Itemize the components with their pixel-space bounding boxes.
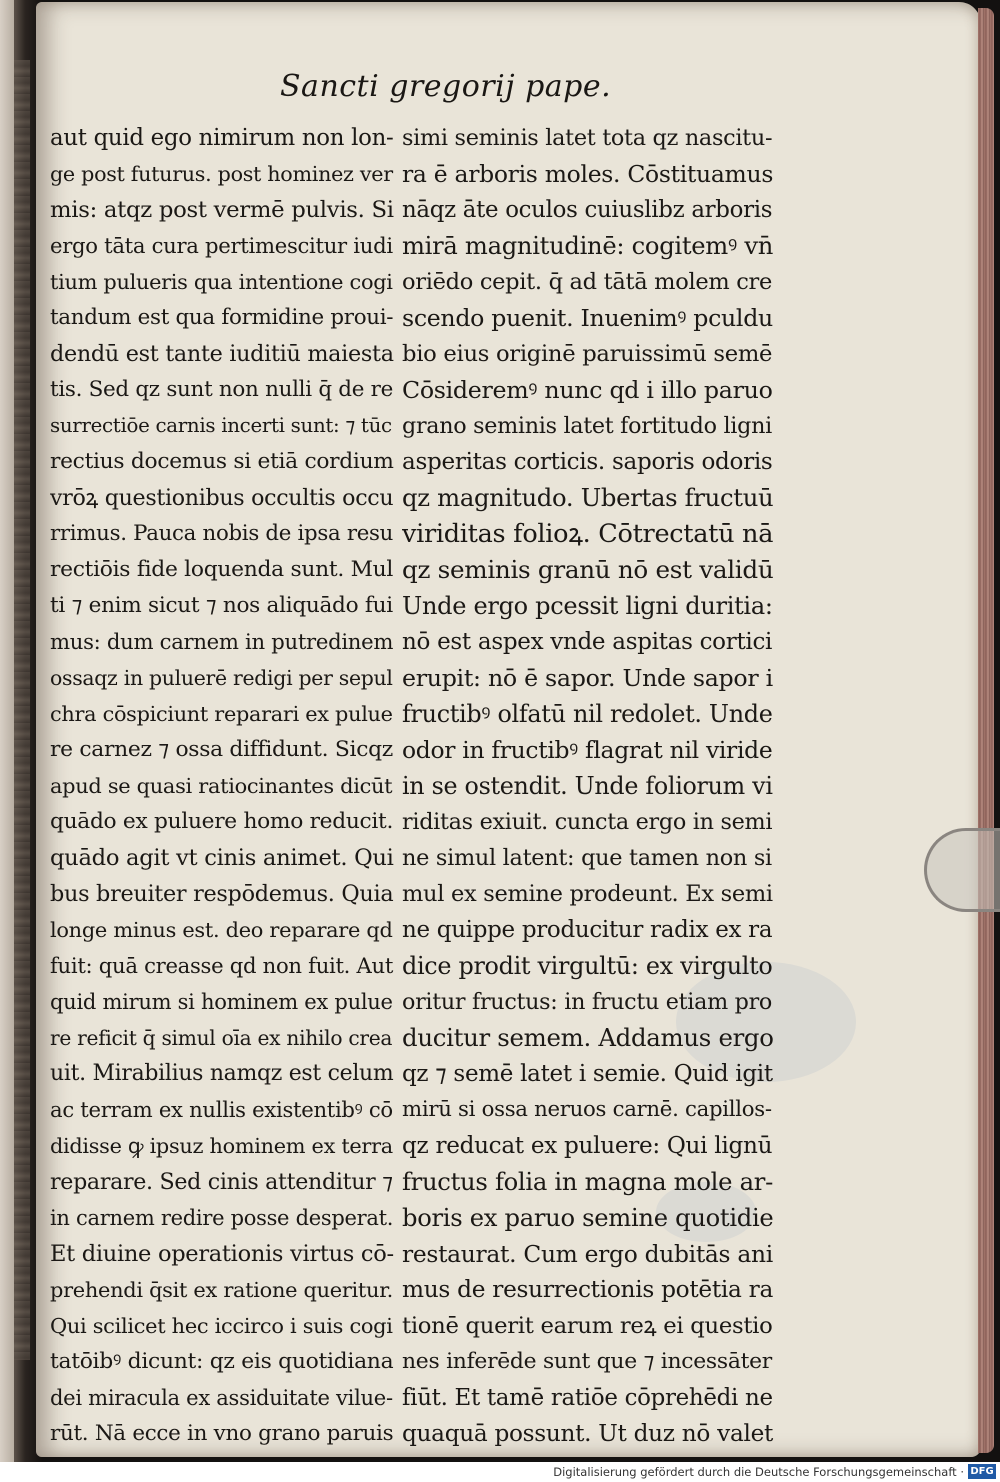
dfg-logo: DFG: [968, 1464, 996, 1479]
text-line: bio eius originē paruissimū semē: [402, 341, 773, 367]
text-line: viriditas folioꝝ. Cōtrectatū nā: [402, 519, 774, 549]
text-line: mus: dum carnem in putredinem: [50, 629, 394, 654]
text-line: grano seminis latet fortitudo ligni: [402, 413, 772, 439]
text-line: qz magnitudo. Ubertas fructuū: [402, 483, 774, 512]
text-line: ac terram ex nullis existentibꝰ cō: [50, 1097, 393, 1122]
text-line: fructus folia in magna mole ar-: [402, 1167, 773, 1196]
text-line: restaurat. Cum ergo dubitās ani: [402, 1240, 773, 1268]
text-line: erupit: nō ē sapor. Unde sapor i: [402, 664, 773, 692]
text-line: ti ⁊ enim sicut ⁊ nos aliquādo fui: [50, 593, 393, 618]
text-line: rectiōis fide loquenda sunt. Mul: [50, 557, 394, 582]
text-line: rectius docemus si etiā cordium: [50, 449, 394, 474]
running-head: Sancti gregorij pape.: [280, 69, 612, 104]
text-line: Cōsideremꝰ nunc qd i illo paruo: [402, 376, 773, 404]
right-text-column: [402, 120, 774, 1452]
text-line: didisse ꝙ ipsuz hominem ex terra: [50, 1134, 393, 1158]
text-line: fructibꝰ olfatū nil redolet. Unde: [402, 700, 773, 728]
text-line: dendū est tante iuditiū maiesta: [50, 341, 394, 367]
text-line: Et diuine operationis virtus cō-: [50, 1241, 394, 1267]
text-line: scendo puenit. Inuenimꝰ pculdu: [402, 304, 773, 332]
text-line: ne quippe producitur radix ex ra: [402, 917, 773, 943]
text-line: rūt. Nā ecce in vno grano paruis: [50, 1421, 394, 1446]
text-line: bus breuiter respōdemus. Quia: [50, 881, 394, 907]
text-line: quaquā possunt. Ut duz nō valet: [402, 1420, 774, 1447]
text-line: oritur fructus: in fructu etiam pro: [402, 989, 773, 1015]
text-line: ducitur semem. Addamus ergo: [402, 1023, 774, 1052]
text-line: mirū si ossa neruos carnē. capillos-: [402, 1097, 772, 1122]
text-line: dei miracula ex assiduitate vilue-: [50, 1385, 393, 1410]
text-line: nō est aspex vnde aspitas cortici: [402, 629, 773, 655]
text-line: nes inferēde sunt que ⁊ incessāter: [402, 1349, 772, 1374]
page-clip: [924, 828, 1000, 912]
text-line: in carnem redire posse desperat.: [50, 1205, 394, 1230]
text-line: Qui scilicet hec iccirco i suis cogi: [50, 1314, 393, 1338]
text-line: tis. Sed qz sunt non nulli q̄ de re: [50, 377, 393, 402]
text-line: quādo ex puluere homo reducit.: [50, 809, 394, 834]
text-line: ossaqz in puluerē redigi per sepul: [50, 666, 393, 690]
text-line: nāqz āte oculos cuiuslibz arboris: [402, 197, 773, 223]
text-line: reparare. Sed cinis attenditur ⁊: [50, 1169, 393, 1195]
text-line: tionē querit earum reꝝ ei questio: [402, 1313, 773, 1339]
text-line: mus de resurrectionis potētia ra: [402, 1276, 774, 1303]
text-line: prehendi q̄sit ex ratione queritur.: [50, 1278, 393, 1302]
text-line: mis: atqz post vermē pulvis. Si: [50, 197, 394, 223]
text-line: dice prodit virgultū: ex virgulto: [402, 952, 773, 980]
text-line: Unde ergo pcessit ligni duritia:: [402, 592, 773, 620]
text-line: vrōꝝ questionibus occultis occu: [50, 485, 394, 511]
text-line: tandum est qua formidine proui-: [50, 305, 394, 330]
left-text-column: [50, 120, 395, 1452]
text-line: simi seminis latet tota qz nascitu-: [402, 125, 773, 151]
text-line: oriēdo cepit. q̄ ad tātā molem cre: [402, 269, 773, 295]
text-line: qz seminis granū nō est validū: [402, 555, 774, 584]
text-line: tium pulueris qua intentione cogi: [50, 270, 393, 294]
text-line: fuit: quā creasse qd non fuit. Aut: [50, 953, 394, 978]
text-line: fiūt. Et tamē ratiōe cōprehēdi ne: [402, 1385, 773, 1411]
text-line: ra ē arboris moles. Cōstituamus: [402, 160, 774, 188]
text-line: rrimus. Pauca nobis de ipsa resu: [50, 521, 394, 546]
text-line: re reficit q̄ simul oīa ex nihilo crea: [50, 1026, 393, 1050]
text-line: asperitas corticis. saporis odoris: [402, 449, 773, 475]
text-line: mirā magnitudinē: cogitemꝰ vn̄: [402, 232, 773, 260]
text-line: re carnez ⁊ ossa diffidunt. Sicqz: [50, 737, 393, 762]
footer-credit: Digitalisierung gefördert durch die Deutsche Forschungsgemeinschaft ·: [553, 1465, 964, 1479]
text-line: apud se quasi ratiocinantes dicūt: [50, 774, 393, 798]
text-line: mul ex semine prodeunt. Ex semi: [402, 881, 773, 907]
text-line: chra cōspiciunt reparari ex pulue: [50, 702, 393, 726]
text-line: boris ex paruo semine quotidie: [402, 1204, 774, 1232]
text-line: ergo tāta cura pertimescitur iudi: [50, 233, 393, 258]
text-line: riditas exiuit. cuncta ergo in semi: [402, 809, 773, 835]
text-line: odor in fructibꝰ flagrat nil viride: [402, 736, 773, 764]
text-line: surrectiōe carnis incerti sunt: ⁊ tūc: [50, 414, 392, 437]
text-line: in se ostendit. Unde foliorum vi: [402, 772, 773, 800]
text-line: aut quid ego nimirum non lon-: [50, 125, 394, 151]
text-line: ge post futurus. post hominez ver: [50, 162, 393, 186]
text-line: tatōibꝰ dicunt: qz eis quotidiana: [50, 1349, 394, 1374]
text-line: qz ⁊ semē latet i semie. Quid igit: [402, 1061, 773, 1087]
text-line: longe minus est. deo reparare qd: [50, 918, 393, 942]
book-cover-edge: [0, 0, 14, 1482]
page-fore-edge: [978, 8, 994, 1453]
text-line: quādo agit vt cinis animet. Qui: [50, 845, 394, 871]
text-line: uit. Mirabilius namqz est celum: [50, 1061, 394, 1086]
text-line: qz reducat ex puluere: Qui lignū: [402, 1133, 773, 1159]
text-line: ne simul latent: que tamen non si: [402, 845, 772, 871]
text-line: quid mirum si hominem ex pulue: [50, 989, 393, 1014]
